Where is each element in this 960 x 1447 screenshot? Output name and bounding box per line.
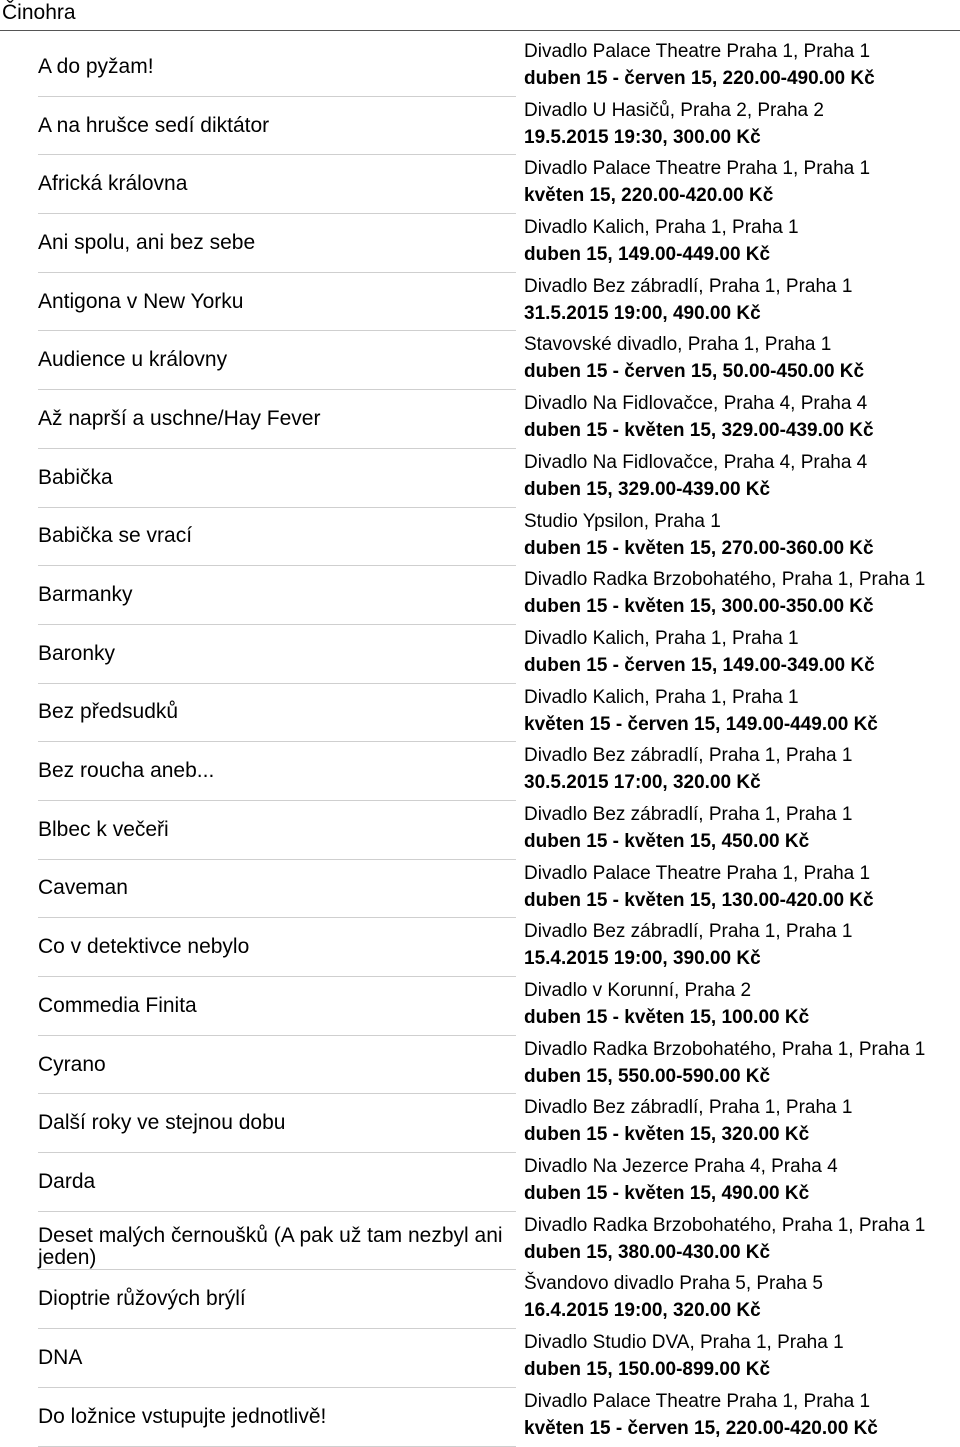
show-venue: Švandovo divadlo Praha 5, Praha 5 xyxy=(524,1273,823,1295)
show-dates-price: 19.5.2015 19:30, 300.00 Kč xyxy=(524,126,761,148)
list-item xyxy=(38,566,954,625)
show-venue: Divadlo Palace Theatre Praha 1, Praha 1 xyxy=(524,158,871,180)
list-item xyxy=(38,155,954,214)
show-dates-price: duben 15 - květen 15, 450.00 Kč xyxy=(524,830,810,852)
show-dates-price: duben 15 - červen 15, 50.00-450.00 Kč xyxy=(524,361,865,383)
show-title[interactable]: Baronky xyxy=(38,625,516,684)
show-dates-price: květen 15 - červen 15, 149.00-449.00 Kč xyxy=(524,713,878,735)
show-venue: Divadlo Bez zábradlí, Praha 1, Praha 1 xyxy=(524,275,853,297)
show-venue: Divadlo Studio DVA, Praha 1, Praha 1 xyxy=(524,1332,844,1354)
list-item xyxy=(38,742,954,801)
section-header xyxy=(0,0,960,31)
show-venue: Divadlo Kalich, Praha 1, Praha 1 xyxy=(524,627,799,649)
show-dates-price: 30.5.2015 17:00, 320.00 Kč xyxy=(524,772,761,794)
show-venue: Divadlo v Korunní, Praha 2 xyxy=(524,980,752,1001)
list-item xyxy=(38,1153,954,1212)
list-item xyxy=(38,684,954,743)
list-item xyxy=(38,1094,954,1153)
show-venue: Divadlo Na Jezerce Praha 4, Praha 4 xyxy=(524,1156,838,1178)
show-venue: Divadlo Kalich, Praha 1, Praha 1 xyxy=(524,686,799,708)
show-dates-price: duben 15, 329.00-439.00 Kč xyxy=(524,478,771,500)
show-dates-price: duben 15 - květen 15, 130.00-420.00 Kč xyxy=(524,889,874,911)
show-venue: Divadlo Palace Theatre Praha 1, Praha 1 xyxy=(524,41,871,62)
show-dates-price: 31.5.2015 19:00, 490.00 Kč xyxy=(524,302,761,324)
list-item xyxy=(38,977,954,1036)
show-venue: Divadlo Radka Brzobohatého, Praha 1, Praha 1 xyxy=(524,1214,926,1236)
show-title[interactable]: Antigona v New Yorku xyxy=(38,273,516,332)
show-dates-price: duben 15, 380.00-430.00 Kč xyxy=(524,1241,771,1263)
show-title[interactable]: Dioptrie růžových brýlí xyxy=(38,1270,516,1329)
show-dates-price: 15.4.2015 19:00, 390.00 Kč xyxy=(524,948,761,970)
list-item xyxy=(38,1036,954,1095)
show-venue: Divadlo Bez zábradlí, Praha 1, Praha 1 xyxy=(524,1097,853,1119)
show-dates-price: 16.4.2015 19:00, 320.00 Kč xyxy=(524,1300,761,1322)
show-title[interactable]: Ani spolu, ani bez sebe xyxy=(38,214,516,273)
show-venue: Divadlo Bez zábradlí, Praha 1, Praha 1 xyxy=(524,921,853,943)
show-dates-price: duben 15 - červen 15, 149.00-349.00 Kč xyxy=(524,654,875,676)
show-venue: Divadlo Bez zábradlí, Praha 1, Praha 1 xyxy=(524,745,853,767)
list-item xyxy=(38,273,954,332)
list-item xyxy=(38,331,954,390)
show-title[interactable]: Deset malých černoušků (A pak už tam nezbyl ani jeden) xyxy=(38,1212,516,1271)
show-title[interactable]: Do ložnice vstupujte jednotlivě! xyxy=(38,1388,516,1447)
list-item xyxy=(38,97,954,156)
show-title[interactable]: Další roky ve stejnou dobu xyxy=(38,1094,516,1153)
list-item xyxy=(38,918,954,977)
show-dates-price: květen 15, 220.00-420.00 Kč xyxy=(524,185,774,207)
show-dates-price: duben 15 - květen 15, 490.00 Kč xyxy=(524,1183,810,1205)
show-dates-price: duben 15, 150.00-899.00 Kč xyxy=(524,1359,771,1381)
show-venue: Stavovské divadlo, Praha 1, Praha 1 xyxy=(524,334,832,356)
show-title[interactable]: Africká královna xyxy=(38,155,516,214)
show-venue: Divadlo Bez zábradlí, Praha 1, Praha 1 xyxy=(524,803,853,825)
show-dates-price: duben 15 - červen 15, 220.00-490.00 Kč xyxy=(524,68,875,89)
show-dates-price: duben 15 - květen 15, 270.00-360.00 Kč xyxy=(524,537,874,559)
show-dates-price: duben 15 - květen 15, 329.00-439.00 Kč xyxy=(524,420,874,442)
section-title: Činohra xyxy=(2,1,76,24)
show-title[interactable]: A do pyžam! xyxy=(38,38,516,97)
show-title[interactable]: Barmanky xyxy=(38,566,516,625)
list-item xyxy=(38,1212,954,1271)
show-list xyxy=(38,38,954,1447)
list-item xyxy=(38,801,954,860)
show-title[interactable]: Až naprší a uschne/Hay Fever xyxy=(38,390,516,449)
show-title[interactable]: Bez roucha aneb... xyxy=(38,742,516,801)
show-dates-price: duben 15 - květen 15, 300.00-350.00 Kč xyxy=(524,596,874,618)
show-venue: Divadlo Palace Theatre Praha 1, Praha 1 xyxy=(524,862,871,884)
list-item xyxy=(38,1270,954,1329)
list-item xyxy=(38,214,954,273)
show-venue: Divadlo Radka Brzobohatého, Praha 1, Praha 1 xyxy=(524,569,926,591)
show-title[interactable]: Darda xyxy=(38,1153,516,1212)
show-title[interactable]: Blbec k večeři xyxy=(38,801,516,860)
show-venue: Divadlo Kalich, Praha 1, Praha 1 xyxy=(524,217,799,239)
show-title[interactable]: Audience u královny xyxy=(38,331,516,390)
list-item xyxy=(38,1329,954,1388)
show-dates-price: květen 15 - červen 15, 220.00-420.00 Kč xyxy=(524,1417,878,1439)
show-title[interactable]: Cyrano xyxy=(38,1036,516,1095)
show-dates-price: duben 15, 550.00-590.00 Kč xyxy=(524,1065,771,1087)
list-item xyxy=(38,449,954,508)
show-venue: Divadlo U Hasičů, Praha 2, Praha 2 xyxy=(524,99,824,121)
show-venue: Divadlo Na Fidlovačce, Praha 4, Praha 4 xyxy=(524,451,868,473)
show-venue: Divadlo Palace Theatre Praha 1, Praha 1 xyxy=(524,1390,871,1412)
list-item xyxy=(38,1388,954,1447)
list-item xyxy=(38,38,954,97)
show-dates-price: duben 15 - květen 15, 320.00 Kč xyxy=(524,1124,810,1146)
show-venue: Divadlo Radka Brzobohatého, Praha 1, Praha 1 xyxy=(524,1038,926,1060)
show-title[interactable]: DNA xyxy=(38,1329,516,1388)
show-venue: Divadlo Na Fidlovačce, Praha 4, Praha 4 xyxy=(524,393,868,415)
show-dates-price: duben 15, 149.00-449.00 Kč xyxy=(524,244,771,266)
show-title[interactable]: Bez předsudků xyxy=(38,684,516,743)
list-item xyxy=(38,508,954,567)
show-title[interactable]: Babička se vrací xyxy=(38,508,516,567)
show-title[interactable]: A na hrušce sedí diktátor xyxy=(38,97,516,156)
show-title[interactable]: Babička xyxy=(38,449,516,508)
list-item xyxy=(38,625,954,684)
show-title[interactable]: Caveman xyxy=(38,860,516,919)
list-item xyxy=(38,390,954,449)
show-title[interactable]: Co v detektivce nebylo xyxy=(38,918,516,977)
list-item xyxy=(38,860,954,919)
show-venue: Studio Ypsilon, Praha 1 xyxy=(524,510,721,532)
show-title[interactable]: Commedia Finita xyxy=(38,977,516,1036)
show-dates-price: duben 15 - květen 15, 100.00 Kč xyxy=(524,1007,810,1028)
